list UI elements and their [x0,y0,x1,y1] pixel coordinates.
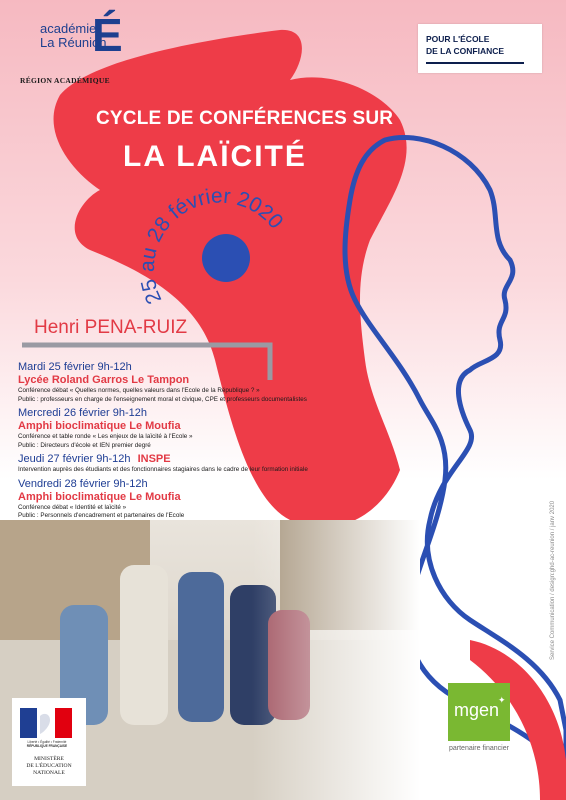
program-desc: Conférence et table ronde « Les enjeux de la laïcité à l'Ecole » [18,433,193,440]
program-public: Public : Directeurs d'école et IEN premier degré [18,441,151,449]
academie-line1: académie [40,21,97,36]
program-desc: Conférence débat « Identité et laïcité » [18,503,127,511]
ministry-line2: DE L'ÉDUCATION [26,763,72,769]
mgen-logo-text: mgen [454,700,500,720]
program-public: Public : professeurs en charge de l'enseignement moral et civique, CPE et professeurs documentalistes [18,395,307,403]
program-date: Mardi 25 février 9h-12h [18,361,132,373]
program-desc: Intervention auprès des étudiants et des fonctionnaires stagiaires dans le cadre de leur formation initiale [18,466,308,473]
title-line2: LA LAÏCITÉ [123,140,307,173]
program-public: Public : Personnels d'encadrement et partenaires de l'Ecole [18,512,185,519]
ministry-line1: MINISTÈRE [34,756,64,762]
academie-line2: La Réunion [40,35,107,50]
speaker-name: Henri PENA-RUIZ [34,317,188,338]
program-item [18,361,368,404]
program-item [18,478,368,521]
marianne-motto: Liberté • Égalité • Fraternité [27,740,67,744]
program-desc: Conférence débat « Quelles normes, quelles valeurs dans l'Ecole de la République ? » [18,387,260,394]
ministry-line3: NATIONALE [33,770,65,776]
republique-francaise: RÉPUBLIQUE FRANÇAISE [26,744,68,748]
program-date: Mercredi 26 février 9h-12h [18,407,148,419]
dates-text: 25 au 28 février 2020 [135,184,288,308]
title-line1: CYCLE DE CONFÉRENCES SUR [96,108,394,129]
program-item [18,407,368,450]
region-academique: RÉGION ACADÉMIQUE [20,76,110,85]
design-credit: Service Communication / design:ghd-ac-reunion / janv 2020 [550,500,556,660]
confiance-line2: DE LA CONFIANCE [426,46,505,56]
star-icon: ✦ [498,695,506,705]
marianne-logo [12,698,86,786]
confiance-line1: POUR L'ÉCOLE [426,34,490,44]
academie-e-letter: É [92,9,123,61]
program-place: Lycée Roland Garros Le Tampon [18,374,190,386]
program-list [18,361,368,521]
program-place: Amphi bioclimatique Le Moufia [18,490,181,503]
svg-text:25 au 28 février 2020 [136,184,288,307]
program-place: Amphi bioclimatique Le Moufia [18,420,181,432]
program-date: Vendredi 28 février 9h-12h [18,477,148,490]
program-place: INSPE [137,453,171,465]
program-date: Jeudi 27 février 9h-12h [18,453,131,465]
mgen-subtitle: partenaire financier [449,745,509,752]
program-item [18,453,368,475]
french-flag-icon [20,708,72,738]
mgen-logo [448,683,510,741]
